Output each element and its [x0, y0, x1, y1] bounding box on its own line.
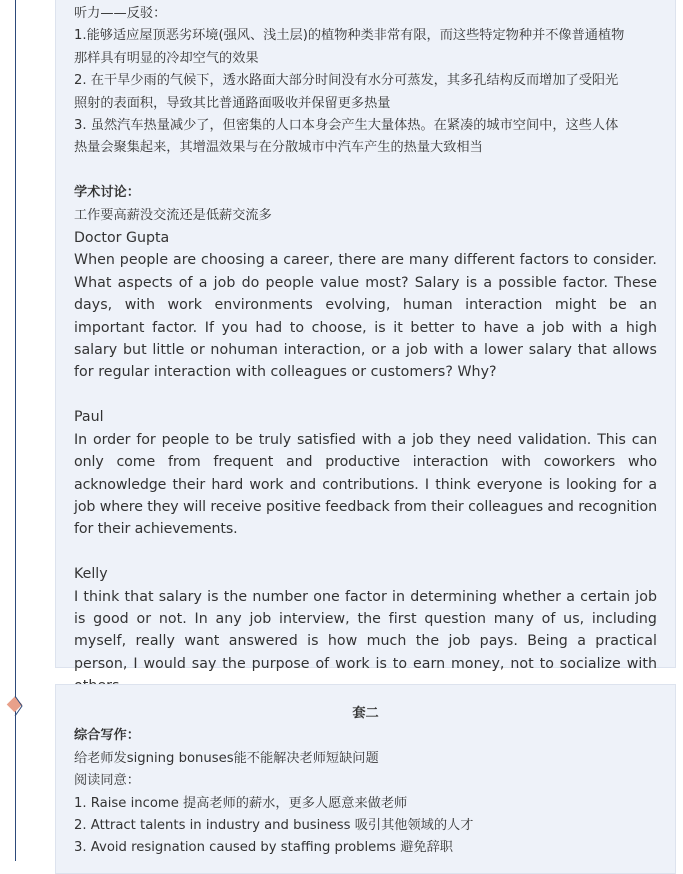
- set-title: 套二: [352, 706, 379, 721]
- discussion-label: 学术讨论：: [74, 185, 140, 201]
- student-name-kelly: Kelly: [74, 566, 108, 583]
- listening-point: 3. 虽然汽车热量减少了，但密集的人口本身会产生大量体热。在紧凑的城市空间中，这些人体: [74, 118, 619, 134]
- listening-point: 热量会聚集起来，其增温效果与在分散城市中汽车产生的热量大致相当: [74, 140, 483, 156]
- writing-label: 综合写作：: [74, 728, 140, 744]
- timeline-line: [15, 0, 16, 861]
- reading-point: 1. Raise income 提高老师的薪水，更多人愿意来做老师: [74, 795, 408, 811]
- student-text-paul: In order for people to be truly satisfied with a job they need validation. This can only come from frequent and productive interaction with coworkers who acknowledge their hard work and contributions. I think everyone is looking for a job where they will receive positive feedback from their colleagues and recognition for their achievements.: [74, 431, 657, 538]
- timeline-arrow-icon: [12, 694, 24, 718]
- listening-point: 照射的表面积，导致其比普通路面吸收并保留更多热量: [74, 95, 391, 111]
- professor-text: When people are choosing a career, there are many different factors to consider. What aspects of a job do people value most? Salary is a possible factor. These days, with work environments evolving, human interaction might be an important factor. If you had to choose, is it better to have a job with a high salary but little or nohuman interaction, or a job with a lower salary that allows for regular interaction with colleagues or customers? Why?: [74, 252, 657, 381]
- listening-point: 2. 在干旱少雨的气候下，透水路面大部分时间没有水分可蒸发，其多孔结构反而增加了受阳光: [74, 73, 619, 89]
- listening-point: 那样具有明显的冷却空气的效果: [74, 50, 259, 66]
- spacer: [74, 541, 657, 563]
- reading-point: 2. Attract talents in industry and business 吸引其他领域的人才: [74, 818, 474, 834]
- student-name-paul: Paul: [74, 409, 104, 426]
- reading-point: 3. Avoid resignation caused by staffing problems 避免辞职: [74, 840, 453, 856]
- reading-label: 阅读同意：: [74, 773, 140, 789]
- listening-label: 听力——反驳：: [74, 6, 167, 21]
- writing-topic: 给老师发signing bonuses能不能解决老师短缺问题: [74, 750, 379, 766]
- listening-point: 1.能够适应屋顶恶劣环境(强风、浅土层)的植物种类非常有限，而这些特定物种并不像普通植物: [74, 28, 625, 44]
- professor-name: Doctor Gupta: [74, 230, 170, 247]
- spacer: [74, 160, 657, 182]
- discussion-topic: 工作要高薪没交流还是低薪交流多: [74, 207, 272, 223]
- content-card-set-two: [55, 684, 676, 874]
- student-text-kelly: I think that salary is the number one factor in determining whether a certain job is good or not. In any job interview, the first question many of us, including myself, really want answered is how much the job pays. Being a practical person, I would say the purpose of work is to earn money, not to socialize with: [74, 588, 657, 672]
- content-card-set-one: [55, 0, 676, 672]
- spacer: [74, 384, 657, 406]
